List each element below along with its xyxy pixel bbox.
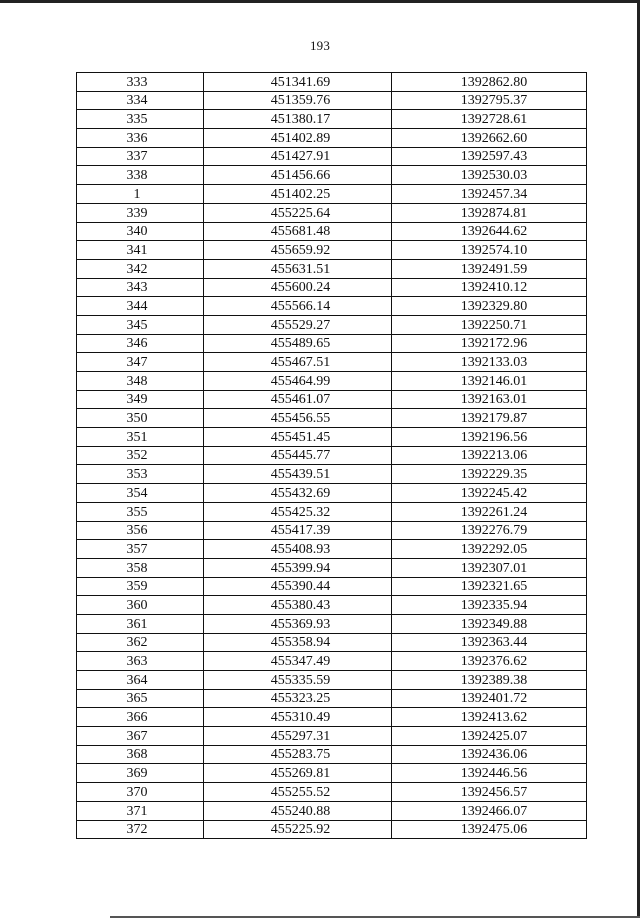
x-coordinate-cell: 455600.24 — [204, 278, 392, 297]
point-number-cell: 353 — [77, 465, 204, 484]
point-number-cell: 334 — [77, 91, 204, 110]
x-coordinate-cell: 455297.31 — [204, 727, 392, 746]
x-coordinate-cell: 455399.94 — [204, 558, 392, 577]
y-coordinate-cell: 1392401.72 — [392, 689, 587, 708]
point-number-cell: 344 — [77, 297, 204, 316]
table-row — [77, 502, 587, 521]
y-coordinate-cell: 1392597.43 — [392, 147, 587, 166]
table-row — [77, 633, 587, 652]
point-number-cell: 342 — [77, 259, 204, 278]
table-row — [77, 409, 587, 428]
table-row — [77, 222, 587, 241]
table-row — [77, 353, 587, 372]
x-coordinate-cell: 455390.44 — [204, 577, 392, 596]
x-coordinate-cell: 455681.48 — [204, 222, 392, 241]
point-number-cell: 1 — [77, 185, 204, 204]
table-row — [77, 820, 587, 839]
x-coordinate-cell: 455445.77 — [204, 446, 392, 465]
point-number-cell: 351 — [77, 428, 204, 447]
x-coordinate-cell: 455461.07 — [204, 390, 392, 409]
y-coordinate-cell: 1392321.65 — [392, 577, 587, 596]
table-row — [77, 390, 587, 409]
x-coordinate-cell: 455566.14 — [204, 297, 392, 316]
x-coordinate-cell: 455255.52 — [204, 783, 392, 802]
table-row — [77, 147, 587, 166]
point-number-cell: 365 — [77, 689, 204, 708]
y-coordinate-cell: 1392245.42 — [392, 484, 587, 503]
point-number-cell: 349 — [77, 390, 204, 409]
y-coordinate-cell: 1392662.60 — [392, 129, 587, 148]
y-coordinate-cell: 1392146.01 — [392, 372, 587, 391]
x-coordinate-cell: 455225.64 — [204, 203, 392, 222]
x-coordinate-cell: 455425.32 — [204, 502, 392, 521]
point-number-cell: 366 — [77, 708, 204, 727]
table-row — [77, 689, 587, 708]
point-number-cell: 364 — [77, 671, 204, 690]
table-row — [77, 428, 587, 447]
point-number-cell: 363 — [77, 652, 204, 671]
x-coordinate-cell: 455380.43 — [204, 596, 392, 615]
point-number-cell: 368 — [77, 745, 204, 764]
table-row — [77, 614, 587, 633]
x-coordinate-cell: 451341.69 — [204, 73, 392, 92]
point-number-cell: 359 — [77, 577, 204, 596]
point-number-cell: 340 — [77, 222, 204, 241]
y-coordinate-cell: 1392574.10 — [392, 241, 587, 260]
x-coordinate-cell: 455358.94 — [204, 633, 392, 652]
point-number-cell: 333 — [77, 73, 204, 92]
point-number-cell: 372 — [77, 820, 204, 839]
table-row — [77, 278, 587, 297]
point-number-cell: 370 — [77, 783, 204, 802]
x-coordinate-cell: 455451.45 — [204, 428, 392, 447]
y-coordinate-cell: 1392425.07 — [392, 727, 587, 746]
point-number-cell: 352 — [77, 446, 204, 465]
x-coordinate-cell: 455240.88 — [204, 801, 392, 820]
point-number-cell: 369 — [77, 764, 204, 783]
x-coordinate-cell: 455225.92 — [204, 820, 392, 839]
table-row — [77, 465, 587, 484]
x-coordinate-cell: 455439.51 — [204, 465, 392, 484]
table-row — [77, 745, 587, 764]
x-coordinate-cell: 451380.17 — [204, 110, 392, 129]
point-number-cell: 371 — [77, 801, 204, 820]
table-row — [77, 334, 587, 353]
point-number-cell: 350 — [77, 409, 204, 428]
table-row — [77, 372, 587, 391]
y-coordinate-cell: 1392250.71 — [392, 315, 587, 334]
y-coordinate-cell: 1392163.01 — [392, 390, 587, 409]
x-coordinate-cell: 455464.99 — [204, 372, 392, 391]
table-row — [77, 727, 587, 746]
y-coordinate-cell: 1392862.80 — [392, 73, 587, 92]
x-coordinate-cell: 455335.59 — [204, 671, 392, 690]
point-number-cell: 354 — [77, 484, 204, 503]
table-row — [77, 446, 587, 465]
table-row — [77, 708, 587, 727]
table-row — [77, 166, 587, 185]
y-coordinate-cell: 1392196.56 — [392, 428, 587, 447]
y-coordinate-cell: 1392413.62 — [392, 708, 587, 727]
page-number: 193 — [309, 38, 331, 53]
y-coordinate-cell: 1392874.81 — [392, 203, 587, 222]
coordinates-table-body — [77, 73, 587, 839]
x-coordinate-cell: 455269.81 — [204, 764, 392, 783]
table-row — [77, 297, 587, 316]
y-coordinate-cell: 1392349.88 — [392, 614, 587, 633]
point-number-cell: 367 — [77, 727, 204, 746]
x-coordinate-cell: 455631.51 — [204, 259, 392, 278]
table-row — [77, 801, 587, 820]
point-number-cell: 335 — [77, 110, 204, 129]
y-coordinate-cell: 1392728.61 — [392, 110, 587, 129]
x-coordinate-cell: 451402.89 — [204, 129, 392, 148]
y-coordinate-cell: 1392133.03 — [392, 353, 587, 372]
x-coordinate-cell: 455283.75 — [204, 745, 392, 764]
point-number-cell: 356 — [77, 521, 204, 540]
x-coordinate-cell: 451427.91 — [204, 147, 392, 166]
y-coordinate-cell: 1392292.05 — [392, 540, 587, 559]
table-row — [77, 558, 587, 577]
y-coordinate-cell: 1392213.06 — [392, 446, 587, 465]
y-coordinate-cell: 1392456.57 — [392, 783, 587, 802]
coordinates-table — [76, 72, 587, 839]
point-number-cell: 339 — [77, 203, 204, 222]
x-coordinate-cell: 455489.65 — [204, 334, 392, 353]
point-number-cell: 343 — [77, 278, 204, 297]
table-row — [77, 185, 587, 204]
table-row — [77, 484, 587, 503]
y-coordinate-cell: 1392261.24 — [392, 502, 587, 521]
table-row — [77, 241, 587, 260]
x-coordinate-cell: 455467.51 — [204, 353, 392, 372]
table-row — [77, 577, 587, 596]
y-coordinate-cell: 1392179.87 — [392, 409, 587, 428]
x-coordinate-cell: 455456.55 — [204, 409, 392, 428]
y-coordinate-cell: 1392229.35 — [392, 465, 587, 484]
y-coordinate-cell: 1392276.79 — [392, 521, 587, 540]
x-coordinate-cell: 455323.25 — [204, 689, 392, 708]
table-row — [77, 315, 587, 334]
point-number-cell: 338 — [77, 166, 204, 185]
table-row — [77, 783, 587, 802]
y-coordinate-cell: 1392376.62 — [392, 652, 587, 671]
x-coordinate-cell: 451456.66 — [204, 166, 392, 185]
y-coordinate-cell: 1392457.34 — [392, 185, 587, 204]
y-coordinate-cell: 1392389.38 — [392, 671, 587, 690]
x-coordinate-cell: 455310.49 — [204, 708, 392, 727]
y-coordinate-cell: 1392329.80 — [392, 297, 587, 316]
x-coordinate-cell: 455529.27 — [204, 315, 392, 334]
x-coordinate-cell: 455659.92 — [204, 241, 392, 260]
table-row — [77, 521, 587, 540]
point-number-cell: 355 — [77, 502, 204, 521]
page-top-edge — [0, 0, 640, 3]
y-coordinate-cell: 1392530.03 — [392, 166, 587, 185]
table-row — [77, 129, 587, 148]
x-coordinate-cell: 455408.93 — [204, 540, 392, 559]
point-number-cell: 337 — [77, 147, 204, 166]
point-number-cell: 362 — [77, 633, 204, 652]
y-coordinate-cell: 1392466.07 — [392, 801, 587, 820]
point-number-cell: 345 — [77, 315, 204, 334]
table-row — [77, 764, 587, 783]
y-coordinate-cell: 1392410.12 — [392, 278, 587, 297]
table-row — [77, 671, 587, 690]
x-coordinate-cell: 455369.93 — [204, 614, 392, 633]
point-number-cell: 341 — [77, 241, 204, 260]
table-row — [77, 203, 587, 222]
table-row — [77, 596, 587, 615]
y-coordinate-cell: 1392491.59 — [392, 259, 587, 278]
y-coordinate-cell: 1392363.44 — [392, 633, 587, 652]
y-coordinate-cell: 1392644.62 — [392, 222, 587, 241]
point-number-cell: 346 — [77, 334, 204, 353]
table-row — [77, 110, 587, 129]
point-number-cell: 358 — [77, 558, 204, 577]
point-number-cell: 336 — [77, 129, 204, 148]
x-coordinate-cell: 451359.76 — [204, 91, 392, 110]
point-number-cell: 357 — [77, 540, 204, 559]
point-number-cell: 347 — [77, 353, 204, 372]
y-coordinate-cell: 1392446.56 — [392, 764, 587, 783]
table-row — [77, 91, 587, 110]
point-number-cell: 361 — [77, 614, 204, 633]
x-coordinate-cell: 455417.39 — [204, 521, 392, 540]
x-coordinate-cell: 455432.69 — [204, 484, 392, 503]
x-coordinate-cell: 451402.25 — [204, 185, 392, 204]
table-row — [77, 540, 587, 559]
y-coordinate-cell: 1392795.37 — [392, 91, 587, 110]
table-row — [77, 652, 587, 671]
y-coordinate-cell: 1392307.01 — [392, 558, 587, 577]
table-row — [77, 259, 587, 278]
y-coordinate-cell: 1392436.06 — [392, 745, 587, 764]
table-row — [77, 73, 587, 92]
point-number-cell: 348 — [77, 372, 204, 391]
x-coordinate-cell: 455347.49 — [204, 652, 392, 671]
y-coordinate-cell: 1392335.94 — [392, 596, 587, 615]
y-coordinate-cell: 1392172.96 — [392, 334, 587, 353]
y-coordinate-cell: 1392475.06 — [392, 820, 587, 839]
point-number-cell: 360 — [77, 596, 204, 615]
